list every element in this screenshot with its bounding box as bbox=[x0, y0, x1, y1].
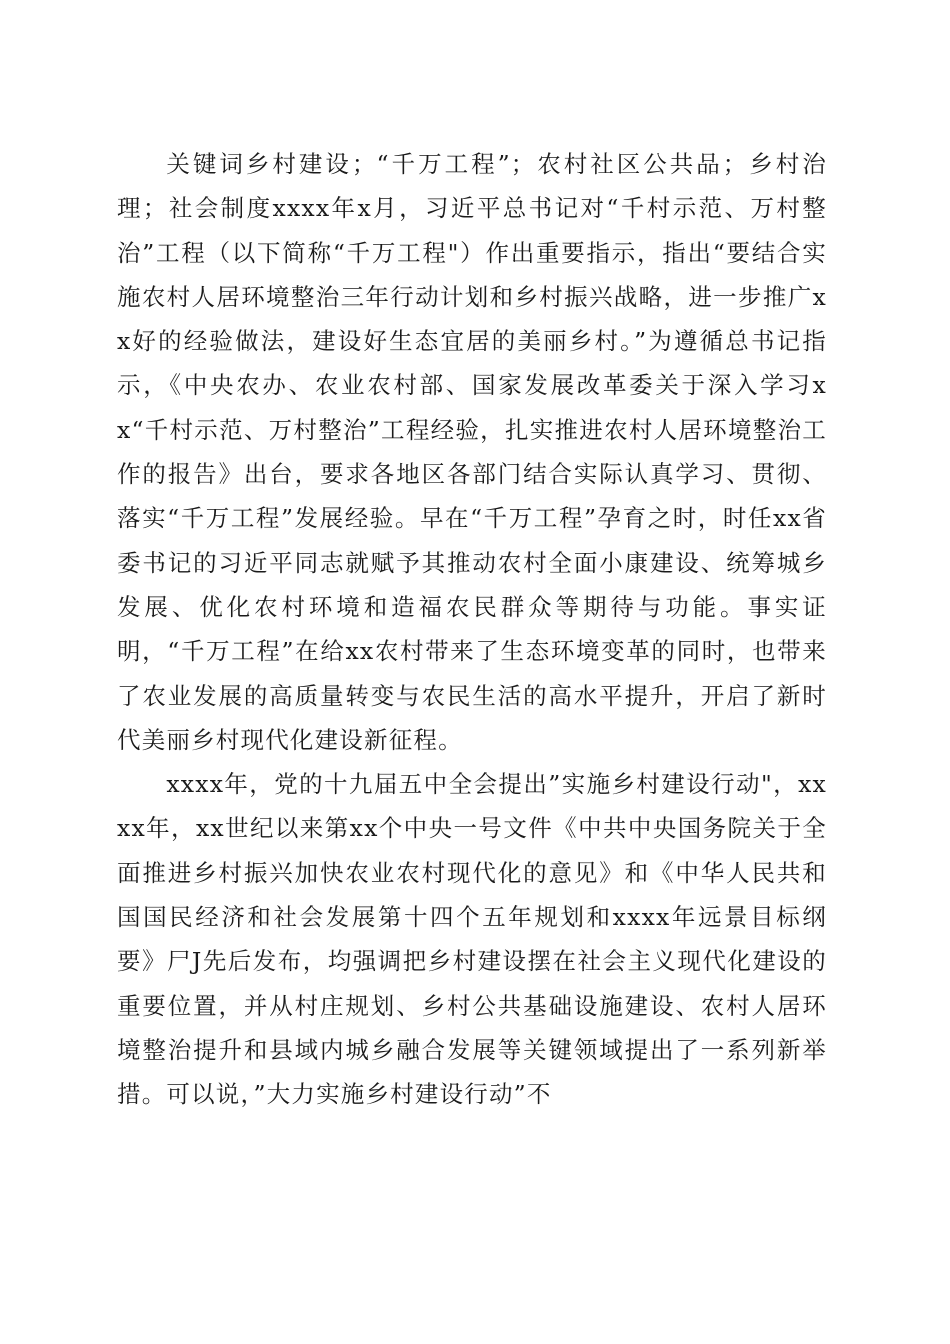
body-text bbox=[117, 142, 827, 1117]
paragraph-1: 关键词乡村建设；“千万工程”；农村社区公共品；乡村治理；社会制度xxxx年x月，习近平总书记对“千村示范、万村整治”工程（以下简称“千万工程"）作出重要指示，指出“要结合实施农村人居环境整治三年行动计划和乡村振兴战略，进一步推广xx好的经验做法，建设好生态宜居的美丽乡村。”为遵循总书记指示，《中央农办、农业农村部、国家发展改革委关于深入学习xx“千村示范、万村整治”工程经验，扎实推进农村人居环境整治工作的报告》出台，要求各地区各部门结合实际认真学习、贯彻、落实“千万工程”发展经验。早在“千万工程”孕育之时，时任xx省委书记的习近平同志就赋予其推动农村全面小康建设、统筹城乡发展、优化农村环境和造福农民群众等期待与功能。事实证明，“千万工程”在给xx农村带来了生态环境变革的同时，也带来了农业发展的高质量转变与农民生活的高水平提升，开启了新时代美丽乡村现代化建设新征程。 bbox=[117, 150, 827, 754]
paragraph-2: xxxx年，党的十九届五中全会提出”实施乡村建设行动"，xxxx年，xx世纪以来第xx个中央一号文件《中共中央国务院关于全面推进乡村振兴加快农业农村现代化的意见》和《中华人民共和国国民经济和社会发展第十四个五年规划和xxxx年远景目标纲要》尸J先后发布，均强调把乡村建设摆在社会主义现代化建设的重要位置，并从村庄规划、乡村公共基础设施建设、农村人居环境整治提升和县域内城乡融合发展等关键领域提出了一系列新举措。可以说，”大力实施乡村建设行动”不 bbox=[117, 770, 827, 1109]
